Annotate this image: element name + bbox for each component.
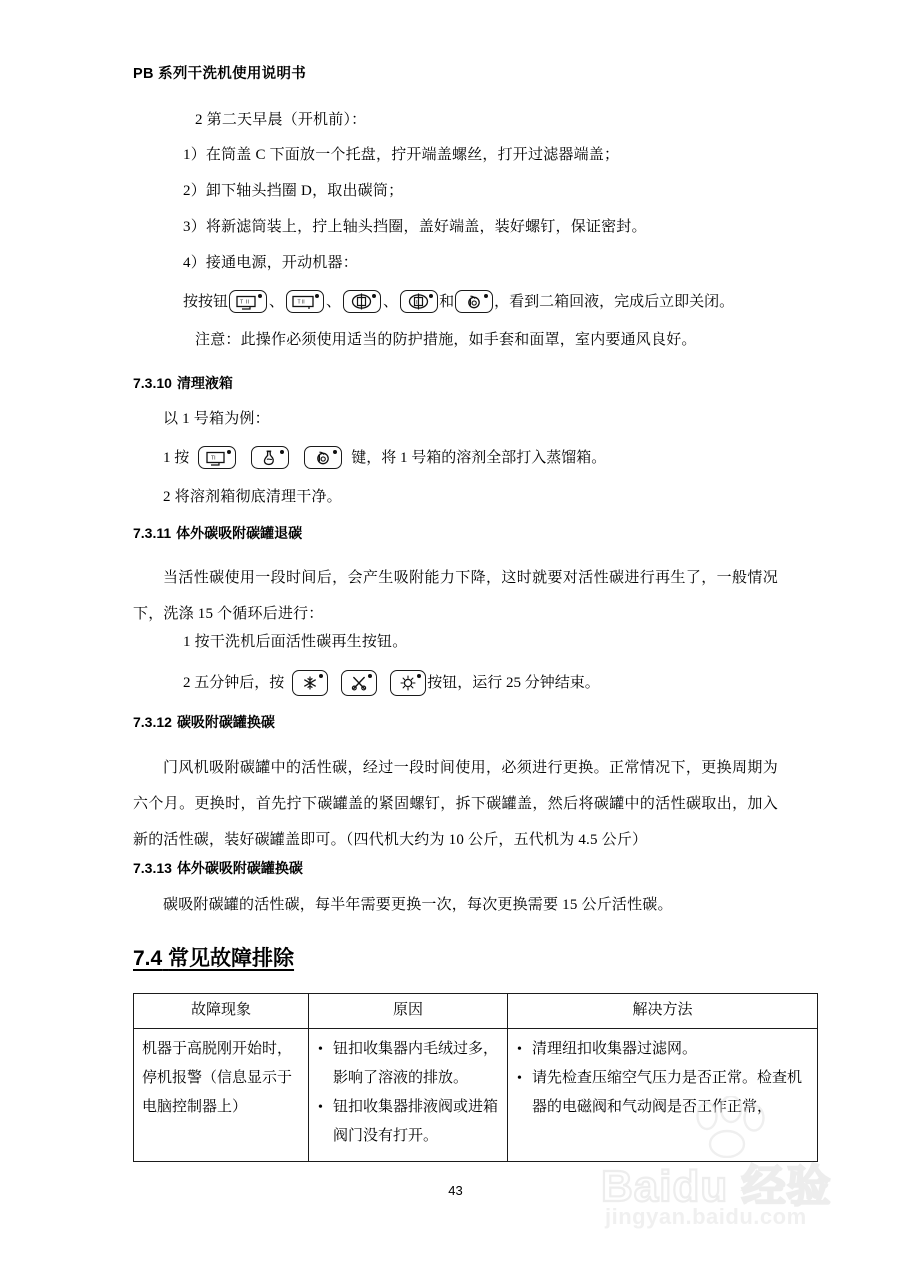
- heading-7-3-11: [133, 523, 302, 543]
- svg-text:II: II: [246, 299, 249, 306]
- solution-list: [516, 1035, 809, 1122]
- tank-1-display-key[interactable]: [198, 446, 236, 469]
- pump-valve-1-key[interactable]: [343, 290, 381, 313]
- button-line-separator-2: 、: [326, 293, 342, 310]
- tank-2-display-key[interactable]: [286, 290, 324, 313]
- svg-text:TI: TI: [211, 455, 216, 462]
- step-2-title: 2 第二天早晨（开机前）：: [195, 112, 367, 128]
- indicator-dot-icon: [484, 294, 488, 298]
- svg-text:T: T: [240, 299, 244, 306]
- carbon-regen-key-line: [183, 670, 600, 696]
- button-sequence-line: [183, 290, 734, 313]
- symptom-text: 机器于高脱刚开始时，停机报警（信息显示于电脑控制器上）: [142, 1041, 293, 1115]
- table-header-symptom: 故障现象: [134, 994, 309, 1029]
- heading-number: 7.3.12: [133, 714, 172, 730]
- table-row: [134, 1029, 818, 1162]
- notice-text: 注意：此操作必须使用适当的防护措施，如手套和面罩，室内要通风良好。: [195, 332, 697, 348]
- step-2-item-2: 2）卸下轴头挡圈 D，取出碳筒；: [183, 183, 404, 199]
- watermark-brand: Baidu 经验: [601, 1162, 832, 1211]
- indicator-dot-icon: [319, 674, 323, 678]
- flask-key[interactable]: [251, 446, 289, 469]
- button-line-prefix: 按按钮: [183, 293, 229, 310]
- step-2-item-3: 3）将新滤筒装上，拧上轴头挡圈，盖好端盖，装好螺钉，保证密封。: [183, 219, 647, 235]
- indicator-dot-icon: [315, 294, 319, 298]
- heading-number: 7.3.10: [133, 375, 172, 391]
- button-line-separator-3: 、: [383, 293, 399, 310]
- carbon-regen-suffix: 按钮，运行 25 分钟结束。: [427, 675, 600, 691]
- list-item: • 清理纽扣收集器过滤网。: [516, 1035, 809, 1064]
- heading-title: 碳吸附碳罐换碳: [176, 714, 275, 730]
- page-content: [133, 0, 803, 1280]
- carbon-regen-prefix: 2 五分钟后，按: [183, 675, 285, 691]
- button-line-suffix: ，看到二箱回液，完成后立即关闭。: [494, 293, 735, 310]
- indicator-dot-icon: [429, 294, 433, 298]
- cell-symptom: [134, 1029, 309, 1162]
- heading-7-3-12: [133, 712, 275, 732]
- step-2-item-4: 4）接通电源，开动机器：: [183, 255, 358, 271]
- clean-tank-key-line: [163, 446, 606, 469]
- cool-snowflake-key[interactable]: [292, 670, 328, 696]
- svg-text:T II: T II: [297, 299, 305, 306]
- list-item: • 钮扣收集器内毛绒过多，影响了溶液的排放。: [317, 1035, 499, 1093]
- tank-1-display-key[interactable]: [229, 290, 267, 313]
- step-2-item-1: 1）在筒盖 C 下面放一个托盘，拧开端盖螺丝，打开过滤器端盖；: [183, 147, 620, 163]
- chapter-title-7-4: [133, 942, 294, 972]
- indicator-dot-icon: [372, 294, 376, 298]
- heading-number: 7.3.11: [133, 525, 172, 541]
- svg-text:II: II: [416, 300, 419, 306]
- table-header-solution: 解决方法: [508, 994, 818, 1029]
- chapter-name: 常见故障排除: [168, 947, 295, 970]
- chapter-number: 7.4: [133, 947, 163, 970]
- section-7-3-10-after: 2 将溶剂箱彻底清理干净。: [163, 489, 342, 505]
- section-7-3-11-paragraph-2: 1 按干洗机后面活性碳再生按钮。: [183, 634, 408, 650]
- indicator-dot-icon: [368, 674, 372, 678]
- list-item: • 钮扣收集器排液阀或进箱阀门没有打开。: [317, 1093, 499, 1151]
- list-item: • 请先检查压缩空气压力是否正常。检查机器的电磁阀和气动阀是否工作正常，: [516, 1064, 809, 1122]
- pump-valve-2-key[interactable]: [400, 290, 438, 313]
- button-line-separator-1: 、: [269, 293, 285, 310]
- cell-cause: [309, 1029, 508, 1162]
- heading-7-3-10: [133, 373, 233, 393]
- indicator-dot-icon: [280, 450, 284, 454]
- cell-solution: [508, 1029, 818, 1162]
- distill-key[interactable]: [455, 290, 493, 313]
- heading-7-3-13: [133, 858, 303, 878]
- indicator-dot-icon: [417, 674, 421, 678]
- section-7-3-10-paragraph-1: 以 1 号箱为例：: [163, 411, 270, 427]
- heat-sun-key[interactable]: [390, 670, 426, 696]
- cross-fan-key[interactable]: [341, 670, 377, 696]
- section-7-3-11-paragraph-1: 当活性碳使用一段时间后，会产生吸附能力下降，这时就要对活性碳进行再生了，一般情况下，洗涤 15 个循环后进行：: [133, 570, 778, 622]
- indicator-dot-icon: [333, 450, 337, 454]
- clean-tank-prefix: 1 按: [163, 449, 190, 466]
- heading-title: 清理液箱: [176, 375, 233, 391]
- clean-tank-suffix: 键，将 1 号箱的溶剂全部打入蒸馏箱。: [351, 449, 607, 466]
- distill-key[interactable]: [304, 446, 342, 469]
- table-header-cause: 原因: [309, 994, 508, 1029]
- section-7-3-13-paragraph-1: 碳吸附碳罐的活性碳，每半年需要更换一次，每次更换需要 15 公斤活性碳。: [163, 897, 673, 913]
- page-number: 43: [448, 1183, 463, 1198]
- indicator-dot-icon: [258, 294, 262, 298]
- heading-number: 7.3.13: [133, 860, 172, 876]
- button-line-conjunction: 和: [439, 293, 455, 310]
- table-header-row: [134, 994, 818, 1029]
- watermark-url: jingyan.baidu.com: [605, 1204, 807, 1229]
- document-header: PB 系列干洗机使用说明书: [133, 66, 307, 82]
- cause-list: [317, 1035, 499, 1151]
- indicator-dot-icon: [227, 450, 231, 454]
- heading-title: 体外碳吸附碳罐退碳: [176, 525, 303, 541]
- troubleshooting-table: [133, 993, 818, 1162]
- section-7-3-12-paragraph-1: 门风机吸附碳罐中的活性碳，经过一段时间使用，必须进行更换。正常情况下，更换周期为六个月。更换时，首先拧下碳罐盖的紧固螺钉，拆下碳罐盖，然后将碳罐中的活性碳取出，加入新的活性碳，装好碳罐盖即可。（四代机大约为 10 公斤，五代机为 4.5 公斤）: [133, 760, 778, 848]
- heading-title: 体外碳吸附碳罐换碳: [176, 860, 303, 876]
